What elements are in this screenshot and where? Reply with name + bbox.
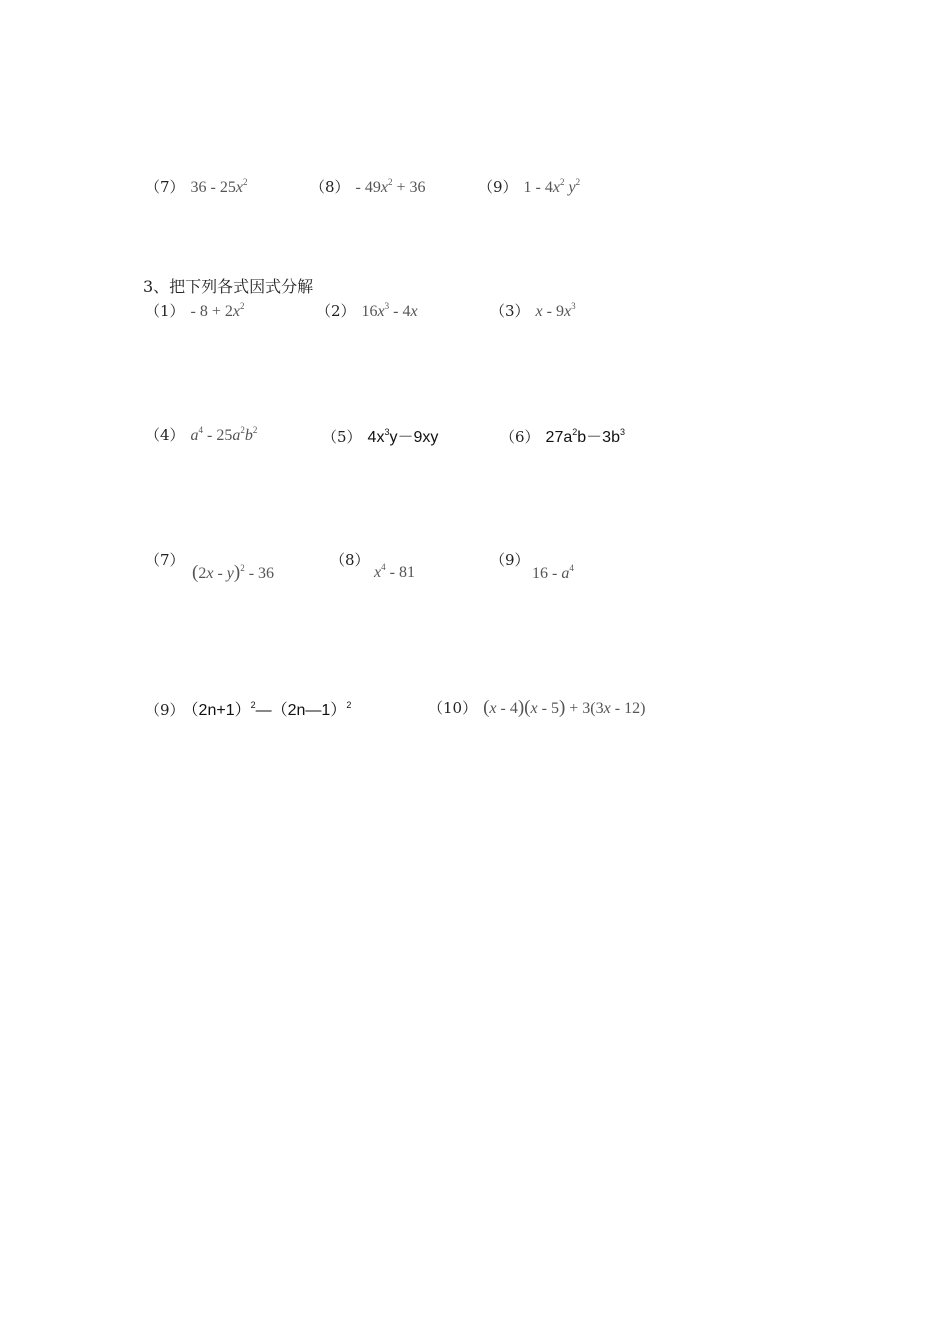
problem-number: （9） bbox=[145, 701, 185, 719]
expression: $16x^3 - 4x$ bbox=[361, 301, 418, 320]
problem-8-top bbox=[310, 176, 426, 197]
problem-number: （9） bbox=[478, 178, 518, 196]
expression: - $49x^2 + 36$ bbox=[355, 177, 426, 196]
problem-number: （10） bbox=[428, 699, 478, 717]
problem-number: （5） bbox=[322, 428, 362, 446]
problem-number: （6） bbox=[500, 428, 540, 446]
problem-5 bbox=[322, 424, 438, 447]
section-heading: 3、把下列各式因式分解 bbox=[143, 277, 314, 296]
problem-8 bbox=[330, 549, 376, 570]
problem-7-expression bbox=[192, 562, 274, 584]
expression: $36 - 25x^2$ bbox=[190, 177, 248, 196]
expression: (x - 4)(x - 5) + 3(3x - 12) bbox=[483, 697, 646, 718]
problem-9-expression bbox=[532, 563, 574, 583]
problem-number: （7） bbox=[145, 178, 185, 196]
problem-7-top bbox=[145, 176, 247, 197]
problem-9-bottom bbox=[145, 697, 351, 720]
problem-7 bbox=[145, 549, 191, 570]
problem-number: （7） bbox=[145, 551, 185, 569]
problem-3 bbox=[490, 300, 576, 321]
problem-9-top bbox=[478, 176, 580, 197]
expression: $a^4 - 25a^2b^2$ bbox=[190, 425, 258, 444]
problem-number: （8） bbox=[310, 178, 350, 196]
expression: $1 - 4x^2$ $y^2$ bbox=[523, 177, 581, 196]
problem-number: （9） bbox=[490, 551, 530, 569]
expression: $16 - a^4$ bbox=[532, 563, 574, 582]
expression: $4x^3y-9xy$ bbox=[367, 427, 439, 446]
problem-number: （1） bbox=[145, 302, 185, 320]
expression: $(2n+1)^2—(2n—1)^2$ bbox=[190, 700, 352, 719]
problem-9 bbox=[490, 549, 536, 570]
problem-10 bbox=[428, 697, 645, 719]
problem-number: （3） bbox=[490, 302, 530, 320]
problem-2 bbox=[316, 300, 418, 321]
expression: $x^4 - 81$ bbox=[374, 562, 415, 581]
problem-1 bbox=[145, 300, 245, 321]
problem-8-expression bbox=[374, 562, 415, 582]
expression: x - $9x^3$ bbox=[535, 301, 576, 320]
problem-number: （4） bbox=[145, 426, 185, 444]
problem-6 bbox=[500, 424, 625, 447]
expression: (2x - y)$^2$ - 36 bbox=[192, 562, 275, 583]
problem-number: （8） bbox=[330, 551, 370, 569]
problem-4 bbox=[145, 424, 257, 445]
expression: $27a^2b-3b^3$ bbox=[545, 427, 625, 446]
expression: - $8 + 2x^2$ bbox=[190, 301, 245, 320]
problem-number: （2） bbox=[316, 302, 356, 320]
